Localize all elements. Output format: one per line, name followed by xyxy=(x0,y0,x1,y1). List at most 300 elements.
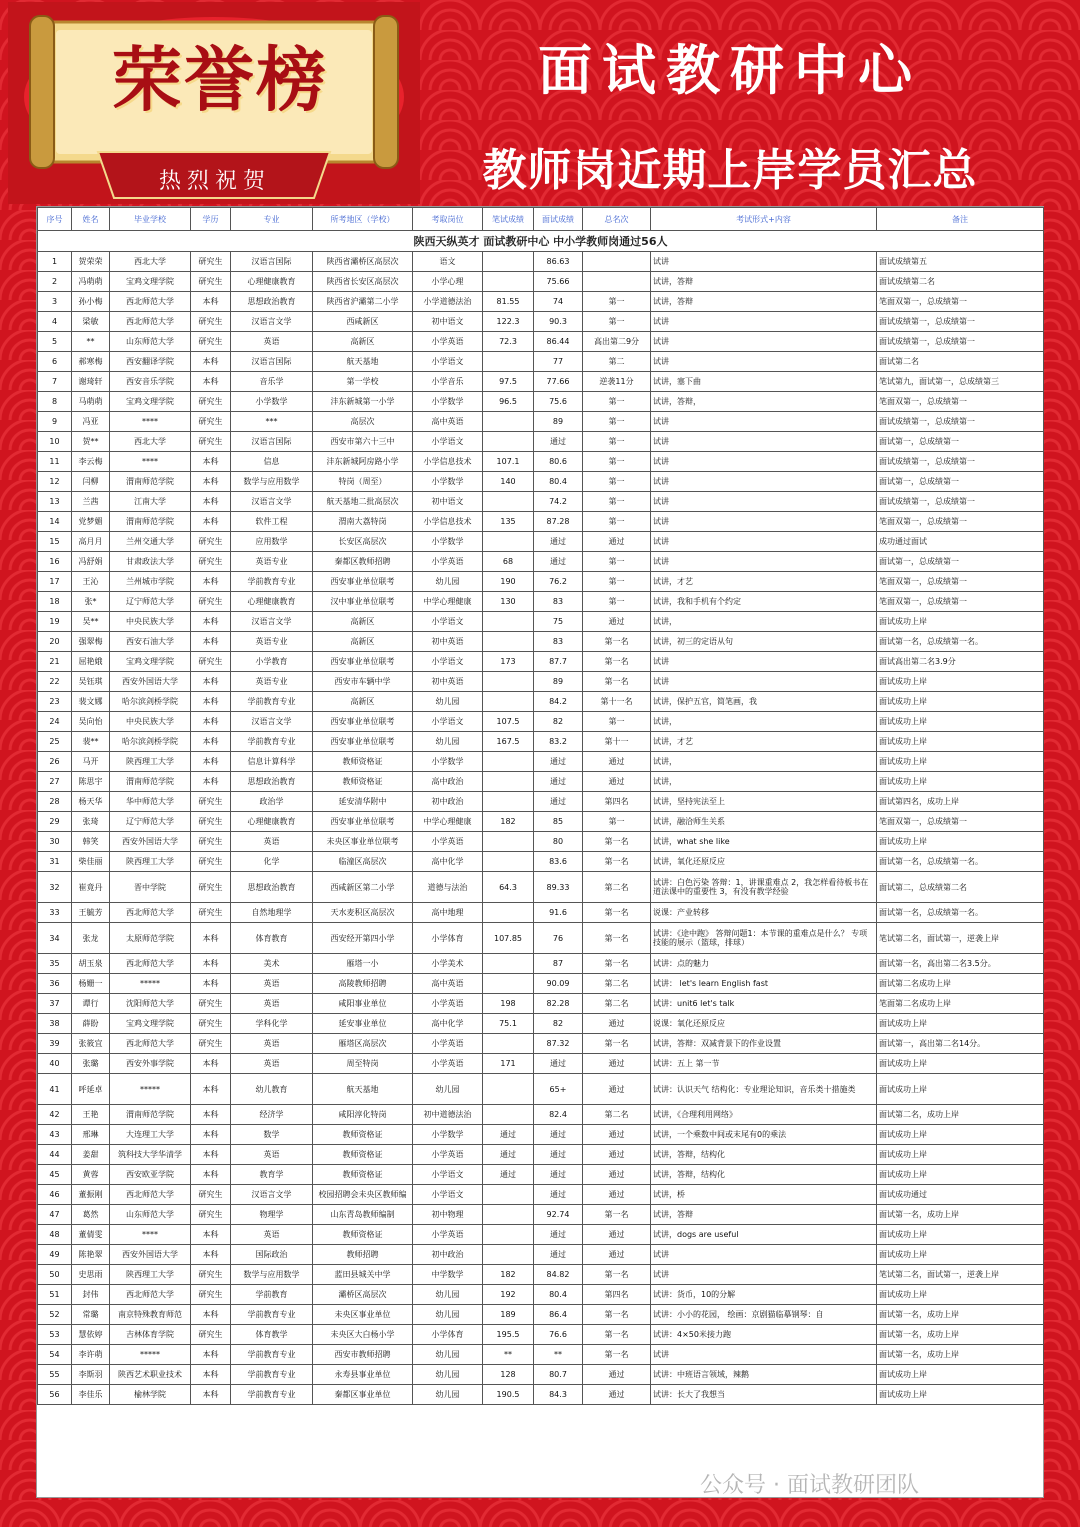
table-cell: 173 xyxy=(483,652,534,672)
table-cell: 数学与应用数学 xyxy=(231,472,313,492)
table-cell: 7 xyxy=(38,372,72,392)
table-cell: 96.5 xyxy=(483,392,534,412)
table-cell: 幼儿园 xyxy=(413,1365,483,1385)
table-cell: 西咸新区 xyxy=(313,312,413,332)
table-cell xyxy=(483,752,534,772)
table-cell: 37 xyxy=(38,994,72,1014)
table-cell: 第一 xyxy=(583,412,651,432)
table-cell: 梁敏 xyxy=(72,312,110,332)
table-cell: 195.5 xyxy=(483,1325,534,1345)
table-cell: 72.3 xyxy=(483,332,534,352)
table-cell: 30 xyxy=(38,832,72,852)
table-cell: 教师资格证 xyxy=(313,1125,413,1145)
table-cell: 高新区 xyxy=(313,612,413,632)
table-cell: 面试成功上岸 xyxy=(877,1285,1044,1305)
badge-title: 荣誉榜 xyxy=(112,38,328,121)
table-cell: 本科 xyxy=(191,1345,231,1365)
table-cell: 小学语文 xyxy=(413,712,483,732)
table-cell: 王毓芳 xyxy=(72,903,110,923)
table-cell: 面试第一，总成绩第一 xyxy=(877,472,1044,492)
table-cell: 笔试第九，面试第一，总成绩第三 xyxy=(877,372,1044,392)
table-cell: 教师资格证 xyxy=(313,752,413,772)
table-cell: 笔面双第一，总成绩第一 xyxy=(877,592,1044,612)
table-cell: 吴** xyxy=(72,612,110,632)
table-row xyxy=(38,472,1044,492)
table-cell: 通过 xyxy=(534,432,583,452)
table-cell: 试讲， xyxy=(651,772,877,792)
table-cell: 高中化学 xyxy=(413,1014,483,1034)
table-cell: 中学心理健康 xyxy=(413,592,483,612)
table-cell: 试讲：货币，10的分解 xyxy=(651,1285,877,1305)
table-row xyxy=(38,592,1044,612)
table-cell: 研究生 xyxy=(191,1205,231,1225)
table-row xyxy=(38,903,1044,923)
table-cell: 西咸新区第二小学 xyxy=(313,872,413,903)
table-cell xyxy=(483,252,534,272)
table-cell: 135 xyxy=(483,512,534,532)
table-cell: 第十一名 xyxy=(583,692,651,712)
table-cell: 22 xyxy=(38,672,72,692)
table-row xyxy=(38,652,1044,672)
column-header: 面试成绩 xyxy=(534,208,583,231)
table-cell: 兰茜 xyxy=(72,492,110,512)
table-cell xyxy=(483,1074,534,1105)
table-cell: 研究生 xyxy=(191,792,231,812)
table-row xyxy=(38,432,1044,452)
badge-subtitle: 热烈祝贺 xyxy=(158,169,271,194)
table-cell: 西安事业单位联考 xyxy=(313,712,413,732)
table-cell: 81.55 xyxy=(483,292,534,312)
table-cell: 华中师范大学 xyxy=(110,792,191,812)
table-cell: **** xyxy=(110,452,191,472)
table-cell: 51 xyxy=(38,1285,72,1305)
table-cell: 教师资格证 xyxy=(313,1145,413,1165)
table-cell: 本科 xyxy=(191,752,231,772)
table-cell: 面试成功上岸 xyxy=(877,752,1044,772)
table-cell: 西北师范大学 xyxy=(110,903,191,923)
table-cell: 面试成绩第二名 xyxy=(877,272,1044,292)
table-cell: 80.6 xyxy=(534,452,583,472)
table-cell xyxy=(483,412,534,432)
table-cell: 陈艳翠 xyxy=(72,1245,110,1265)
table-cell: 笔面双第一，总成绩第一 xyxy=(877,572,1044,592)
table-cell: 学前教育专业 xyxy=(231,1305,313,1325)
table-row xyxy=(38,292,1044,312)
table-cell: 第一 xyxy=(583,492,651,512)
table-cell: 学科化学 xyxy=(231,1014,313,1034)
table-cell: 研究生 xyxy=(191,432,231,452)
table-cell: 本科 xyxy=(191,772,231,792)
table-cell: 面试第一名，总成绩第一名。 xyxy=(877,852,1044,872)
table-cell: 裴** xyxy=(72,732,110,752)
table-cell: 89 xyxy=(534,672,583,692)
table-cell: 试讲：长大了我想当 xyxy=(651,1385,877,1405)
table-cell: 试讲 xyxy=(651,552,877,572)
column-header: 笔试成绩 xyxy=(483,208,534,231)
table-cell: 44 xyxy=(38,1145,72,1165)
table-cell: 研究生 xyxy=(191,1034,231,1054)
table-cell: 雁塔区高层次 xyxy=(313,1034,413,1054)
table-cell: 沣东新城阿房路小学 xyxy=(313,452,413,472)
table-cell: 本科 xyxy=(191,692,231,712)
org-title: 面试教研中心 xyxy=(538,38,922,102)
table-row xyxy=(38,572,1044,592)
table-cell: 25 xyxy=(38,732,72,752)
table-cell: 通过 xyxy=(583,1125,651,1145)
table-cell: 英语 xyxy=(231,332,313,352)
table-cell: 音乐学 xyxy=(231,372,313,392)
table-cell: 汉语言国际 xyxy=(231,252,313,272)
table-cell: 190.5 xyxy=(483,1385,534,1405)
honor-badge xyxy=(8,2,420,204)
table-cell: 面试成功上岸 xyxy=(877,832,1044,852)
table-cell: 本科 xyxy=(191,1054,231,1074)
table-cell: 汉语言国际 xyxy=(231,432,313,452)
table-cell: 小学英语 xyxy=(413,1054,483,1074)
table-cell: 29 xyxy=(38,812,72,832)
table-cell: 87.32 xyxy=(534,1034,583,1054)
table-cell: 第四名 xyxy=(583,792,651,812)
table-cell: 第一名 xyxy=(583,923,651,954)
table-row xyxy=(38,1185,1044,1205)
table-row xyxy=(38,412,1044,432)
table-cell: 体育教学 xyxy=(231,1325,313,1345)
table-cell: 通过 xyxy=(583,752,651,772)
table-row xyxy=(38,792,1044,812)
table-cell: 65+ xyxy=(534,1074,583,1105)
table-cell: 试讲，答辩 xyxy=(651,292,877,312)
table-cell: 89 xyxy=(534,412,583,432)
table-cell: 通过 xyxy=(534,1225,583,1245)
table-cell: 逆袭11分 xyxy=(583,372,651,392)
table-cell: 本科 xyxy=(191,372,231,392)
header xyxy=(0,0,1080,206)
table-cell: 小学语文 xyxy=(413,1165,483,1185)
table-cell: 航天基地 xyxy=(313,1074,413,1105)
table-cell: 本科 xyxy=(191,923,231,954)
table-cell: 面试成绩第五 xyxy=(877,252,1044,272)
table-cell: 化学 xyxy=(231,852,313,872)
table-cell: 小学教育 xyxy=(231,652,313,672)
table-cell: 思想政治教育 xyxy=(231,772,313,792)
table-cell: 第一学校 xyxy=(313,372,413,392)
table-cell: 教师资格证 xyxy=(313,1165,413,1185)
table-cell: 吉林体育学院 xyxy=(110,1325,191,1345)
table-cell: 山东青岛教师编制 xyxy=(313,1205,413,1225)
table-cell: 冯萌萌 xyxy=(72,272,110,292)
table-cell: 高陵教师招聘 xyxy=(313,974,413,994)
table-cell: 试讲 xyxy=(651,1245,877,1265)
table-cell: 渭南师范学院 xyxy=(110,1105,191,1125)
table-cell: 试讲 xyxy=(651,532,877,552)
table-cell: 1 xyxy=(38,252,72,272)
table-cell: 西北师范大学 xyxy=(110,1034,191,1054)
table-cell: 体育教育 xyxy=(231,923,313,954)
table-cell: 90.3 xyxy=(534,312,583,332)
table-cell: 研究生 xyxy=(191,412,231,432)
table-cell: 43 xyxy=(38,1125,72,1145)
table-cell: 笔面双第一，总成绩第一 xyxy=(877,392,1044,412)
table-cell: 试讲，答辩，结构化 xyxy=(651,1165,877,1185)
table-cell: 小学英语 xyxy=(413,832,483,852)
table-cell: 本科 xyxy=(191,1105,231,1125)
table-row xyxy=(38,732,1044,752)
table-cell: 第一 xyxy=(583,472,651,492)
table-cell: 研究生 xyxy=(191,1265,231,1285)
table-cell: 吴向怡 xyxy=(72,712,110,732)
table-cell: 通过 xyxy=(583,1185,651,1205)
table-cell xyxy=(483,492,534,512)
table-cell: 通过 xyxy=(534,1054,583,1074)
table-cell: 延安事业单位 xyxy=(313,1014,413,1034)
table-cell: 面试成功上岸 xyxy=(877,692,1044,712)
table-cell: 陕西艺术职业技术 xyxy=(110,1365,191,1385)
table-cell: 笔试第二名，面试第一，逆袭上岸 xyxy=(877,923,1044,954)
table-cell: 68 xyxy=(483,552,534,572)
table-cell: 通过 xyxy=(483,1165,534,1185)
table-cell xyxy=(483,772,534,792)
table-cell: 通过 xyxy=(534,1245,583,1265)
table-cell: 闫柳 xyxy=(72,472,110,492)
table-cell: 英语 xyxy=(231,974,313,994)
table-cell: 53 xyxy=(38,1325,72,1345)
table-cell: 107.1 xyxy=(483,452,534,472)
table-cell: 76.2 xyxy=(534,572,583,592)
table-cell: 党梦媚 xyxy=(72,512,110,532)
table-cell: 82 xyxy=(534,1014,583,1034)
table-cell: 教师资格证 xyxy=(313,1225,413,1245)
table-cell: 第一 xyxy=(583,512,651,532)
table-cell: 信息 xyxy=(231,452,313,472)
table-cell: 128 xyxy=(483,1365,534,1385)
table-cell: 邢琳 xyxy=(72,1125,110,1145)
table-cell: 试讲 xyxy=(651,672,877,692)
table-cell: 谭行 xyxy=(72,994,110,1014)
table-cell: 第一 xyxy=(583,392,651,412)
table-cell: 小学数学 xyxy=(413,1125,483,1145)
table-cell: 试讲，初三的定语从句 xyxy=(651,632,877,652)
table-cell: 本科 xyxy=(191,1305,231,1325)
table-cell: 西安事业单位联考 xyxy=(313,732,413,752)
table-cell: 陕西省灞桥区高层次 xyxy=(313,252,413,272)
table-cell: 高层次 xyxy=(313,412,413,432)
table-cell: 杨天华 xyxy=(72,792,110,812)
table-cell: 面试成功上岸 xyxy=(877,732,1044,752)
column-header: 所考地区（学校） xyxy=(313,208,413,231)
table-cell: 第一名 xyxy=(583,1305,651,1325)
table-cell: 第一 xyxy=(583,572,651,592)
table-cell: 第一名 xyxy=(583,1325,651,1345)
table-cell: 12 xyxy=(38,472,72,492)
table-cell: 通过 xyxy=(583,1145,651,1165)
column-header: 总名次 xyxy=(583,208,651,231)
table-row xyxy=(38,672,1044,692)
table-cell: 试讲 xyxy=(651,512,877,532)
table-cell: 面试成绩第一，总成绩第一 xyxy=(877,312,1044,332)
table-cell: 试讲，我和手机有个约定 xyxy=(651,592,877,612)
table-cell: 试讲 xyxy=(651,1345,877,1365)
table-cell: 初中英语 xyxy=(413,632,483,652)
table-cell: 190 xyxy=(483,572,534,592)
table-cell: 3 xyxy=(38,292,72,312)
table-cell: 面试第一名，高出第二名3.5分。 xyxy=(877,954,1044,974)
table-cell: 小学英语 xyxy=(413,552,483,572)
table-cell: 189 xyxy=(483,1305,534,1325)
table-cell: 王艳 xyxy=(72,1105,110,1125)
table-cell: 西安外事学院 xyxy=(110,1054,191,1074)
table-row xyxy=(38,552,1044,572)
table-cell: 西安音乐学院 xyxy=(110,372,191,392)
table-cell: 王沁 xyxy=(72,572,110,592)
table-cell: 83 xyxy=(534,592,583,612)
table-cell: 心理健康教育 xyxy=(231,592,313,612)
table-cell: 慧依婷 xyxy=(72,1325,110,1345)
table-cell xyxy=(483,852,534,872)
table-cell: 85 xyxy=(534,812,583,832)
table-cell: 23 xyxy=(38,692,72,712)
table-cell: 张璐 xyxy=(72,1054,110,1074)
table-cell: 高中政治 xyxy=(413,772,483,792)
table-cell: 28 xyxy=(38,792,72,812)
table-row xyxy=(38,712,1044,732)
table-cell: 通过 xyxy=(534,552,583,572)
table-row xyxy=(38,392,1044,412)
table-cell: 兰州交通大学 xyxy=(110,532,191,552)
table-cell: 面试成功上岸 xyxy=(877,1245,1044,1265)
table-cell: 试讲 xyxy=(651,652,877,672)
table-cell: 通过 xyxy=(583,612,651,632)
table-cell: 陕西理工大学 xyxy=(110,1265,191,1285)
table-cell: 教师招聘 xyxy=(313,1245,413,1265)
table-row xyxy=(38,1145,1044,1165)
table-cell: 试讲：4×50米接力跑 xyxy=(651,1325,877,1345)
column-header: 专业 xyxy=(231,208,313,231)
table-cell: 本科 xyxy=(191,1165,231,1185)
table-row xyxy=(38,512,1044,532)
table-cell: 冯舒娟 xyxy=(72,552,110,572)
table-cell: 34 xyxy=(38,923,72,954)
table-cell: 研究生 xyxy=(191,1285,231,1305)
table-cell: 试讲 xyxy=(651,412,877,432)
table-row xyxy=(38,994,1044,1014)
table-cell: 第一名 xyxy=(583,903,651,923)
results-panel xyxy=(36,206,1044,1498)
table-cell: 英语专业 xyxy=(231,552,313,572)
table-row xyxy=(38,852,1044,872)
table-cell: 西北大学 xyxy=(110,252,191,272)
table-cell: 数学 xyxy=(231,1125,313,1145)
table-cell: 84.82 xyxy=(534,1265,583,1285)
table-cell: 192 xyxy=(483,1285,534,1305)
table-cell: 研究生 xyxy=(191,852,231,872)
table-cell xyxy=(483,632,534,652)
table-cell: 74.2 xyxy=(534,492,583,512)
table-cell: 32 xyxy=(38,872,72,903)
table-cell: 中央民族大学 xyxy=(110,712,191,732)
table-cell: 面试第二名 xyxy=(877,352,1044,372)
table-cell: 86.44 xyxy=(534,332,583,352)
table-cell: 46 xyxy=(38,1185,72,1205)
table-row xyxy=(38,612,1044,632)
table-cell: 研究生 xyxy=(191,812,231,832)
table-cell: 英语 xyxy=(231,832,313,852)
table-row xyxy=(38,872,1044,903)
table-cell: 研究生 xyxy=(191,1014,231,1034)
table-row xyxy=(38,1245,1044,1265)
table-cell xyxy=(583,272,651,292)
table-cell: 82.4 xyxy=(534,1105,583,1125)
table-cell: 面试成功上岸 xyxy=(877,672,1044,692)
table-cell: 47 xyxy=(38,1205,72,1225)
table-cell xyxy=(483,903,534,923)
table-cell: 渭南大荔特岗 xyxy=(313,512,413,532)
table-cell: 第一名 xyxy=(583,852,651,872)
table-cell: 第一名 xyxy=(583,632,651,652)
table-cell: 试讲：白色污染 答辩：1，讲课重难点 2，我怎样看待板书在道法课中的重要性 3，有没有教学经验 xyxy=(651,872,877,903)
table-cell: 84.2 xyxy=(534,692,583,712)
table-cell: 80.7 xyxy=(534,1365,583,1385)
table-cell: 幼儿园 xyxy=(413,1345,483,1365)
table-cell: 48 xyxy=(38,1225,72,1245)
table-cell: 董倩雯 xyxy=(72,1225,110,1245)
table-cell: 第二名 xyxy=(583,994,651,1014)
table-cell: 宝鸡文理学院 xyxy=(110,1014,191,1034)
table-cell: 研究生 xyxy=(191,652,231,672)
table-cell: 本科 xyxy=(191,954,231,974)
table-cell: 软件工程 xyxy=(231,512,313,532)
table-cell: 80.4 xyxy=(534,1285,583,1305)
table-cell: 86.63 xyxy=(534,252,583,272)
table-cell: 面试成功上岸 xyxy=(877,1165,1044,1185)
table-cell: 6 xyxy=(38,352,72,372)
table-cell: 42 xyxy=(38,1105,72,1125)
table-cell: 甘肃政法大学 xyxy=(110,552,191,572)
table-cell: 面试第一，总成绩第一 xyxy=(877,432,1044,452)
table-cell: 本科 xyxy=(191,1074,231,1105)
table-cell: 试讲，保护五官，简笔画，我 xyxy=(651,692,877,712)
table-cell: 学前教育专业 xyxy=(231,572,313,592)
table-cell: 试讲，《合理利用网络》 xyxy=(651,1105,877,1125)
table-cell xyxy=(483,1105,534,1125)
table-cell: 16 xyxy=(38,552,72,572)
table-cell: 本科 xyxy=(191,1385,231,1405)
table-cell: 33 xyxy=(38,903,72,923)
table-row xyxy=(38,1285,1044,1305)
table-cell: 天水麦积区高层次 xyxy=(313,903,413,923)
table-cell: 本科 xyxy=(191,1145,231,1165)
table-cell: 76 xyxy=(534,923,583,954)
table-cell: 31 xyxy=(38,852,72,872)
table-cell: 35 xyxy=(38,954,72,974)
table-cell: 黄蓉 xyxy=(72,1165,110,1185)
table-cell: 陕西省沪灞第二小学 xyxy=(313,292,413,312)
table-row xyxy=(38,832,1044,852)
table-cell: 本科 xyxy=(191,712,231,732)
table-cell: 雁塔一小 xyxy=(313,954,413,974)
table-cell: 面试第一名，成功上岸 xyxy=(877,1345,1044,1365)
table-row xyxy=(38,1074,1044,1105)
table-cell: 试讲：中班语言领域，辣鹅 xyxy=(651,1365,877,1385)
table-cell: 研究生 xyxy=(191,592,231,612)
table-cell: 小学英语 xyxy=(413,994,483,1014)
table-cell: 校园招聘会未央区教师编 xyxy=(313,1185,413,1205)
table-cell: 面试高出第二名3.9分 xyxy=(877,652,1044,672)
table-cell: 灞桥区高层次 xyxy=(313,1285,413,1305)
table-cell: 面试第一名，总成绩第一名。 xyxy=(877,632,1044,652)
table-cell: 19 xyxy=(38,612,72,632)
table-cell: 试讲，what she like xyxy=(651,832,877,852)
table-cell: 研究生 xyxy=(191,312,231,332)
